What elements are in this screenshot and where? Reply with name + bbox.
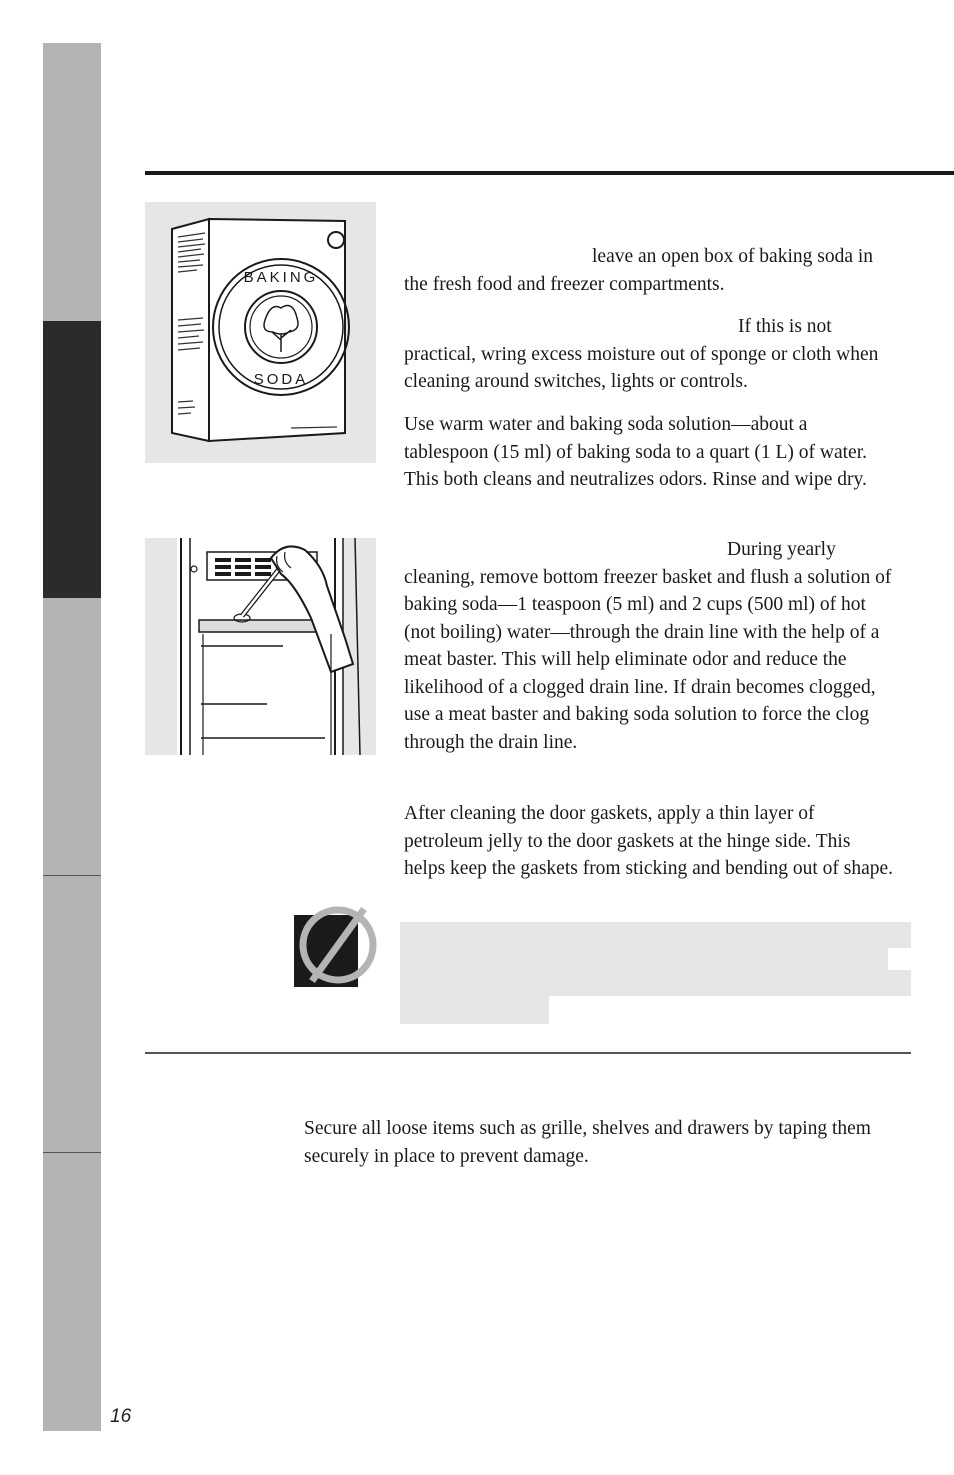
section-tab-strip xyxy=(43,43,101,1431)
paragraph-warm-water: Use warm water and baking soda solution—about a tablespoon (15 ml) of baking soda to a quart (1 L) of water. This both cleans and neutralizes odors. Rinse and wipe dry. xyxy=(404,414,868,490)
warning-box xyxy=(400,922,911,996)
paragraph-drain-line xyxy=(404,536,894,756)
section-tab-divider xyxy=(43,1152,101,1153)
paragraph-secure-items: Secure all loose items such as grille, shelves and drawers by taping them securely in place to prevent damage. xyxy=(304,1118,871,1167)
section-rule xyxy=(145,1052,911,1054)
top-rule xyxy=(145,171,954,175)
baking-soda-illustration xyxy=(145,202,376,463)
paragraph-text: If this is not practical, wring excess moisture out of sponge or cloth when cleaning around switches, lights or controls. xyxy=(404,316,879,392)
warning-box-tail xyxy=(400,996,549,1024)
box-label-bottom: SODA xyxy=(253,371,309,388)
paragraph-door-gaskets: After cleaning the door gaskets, apply a thin layer of petroleum jelly to the door gaskets at the hinge side. This helps keep the gaskets from sticking and bending out of shape. xyxy=(404,803,894,879)
page-number: 16 xyxy=(110,1406,132,1427)
paragraph-baking-soda-box xyxy=(404,243,894,298)
box-label-top: BAKING xyxy=(243,269,319,286)
section-tab-active xyxy=(43,321,101,598)
warning-box-notch xyxy=(888,948,911,970)
paragraph-text: leave an open box of baking soda in the fresh food and freezer compartments. xyxy=(404,246,874,295)
prohibition-icon xyxy=(294,903,378,989)
paragraph-wring-sponge xyxy=(404,313,894,396)
freezer-drain-illustration xyxy=(145,538,376,755)
paragraph-text: During yearly cleaning, remove bottom freezer basket and flush a solution of baking soda—1 teaspoon (5 ml) and 2 cups (500 ml) of hot (not boiling) water—through the drain line with the help of a meat baster. This will help eliminate odor and reduce the likelihood of a clogged drain line. If drain becomes clogged, use a meat baster and baking soda solution to force the clog through the drain line. xyxy=(404,539,892,753)
section-tab-divider xyxy=(43,875,101,876)
